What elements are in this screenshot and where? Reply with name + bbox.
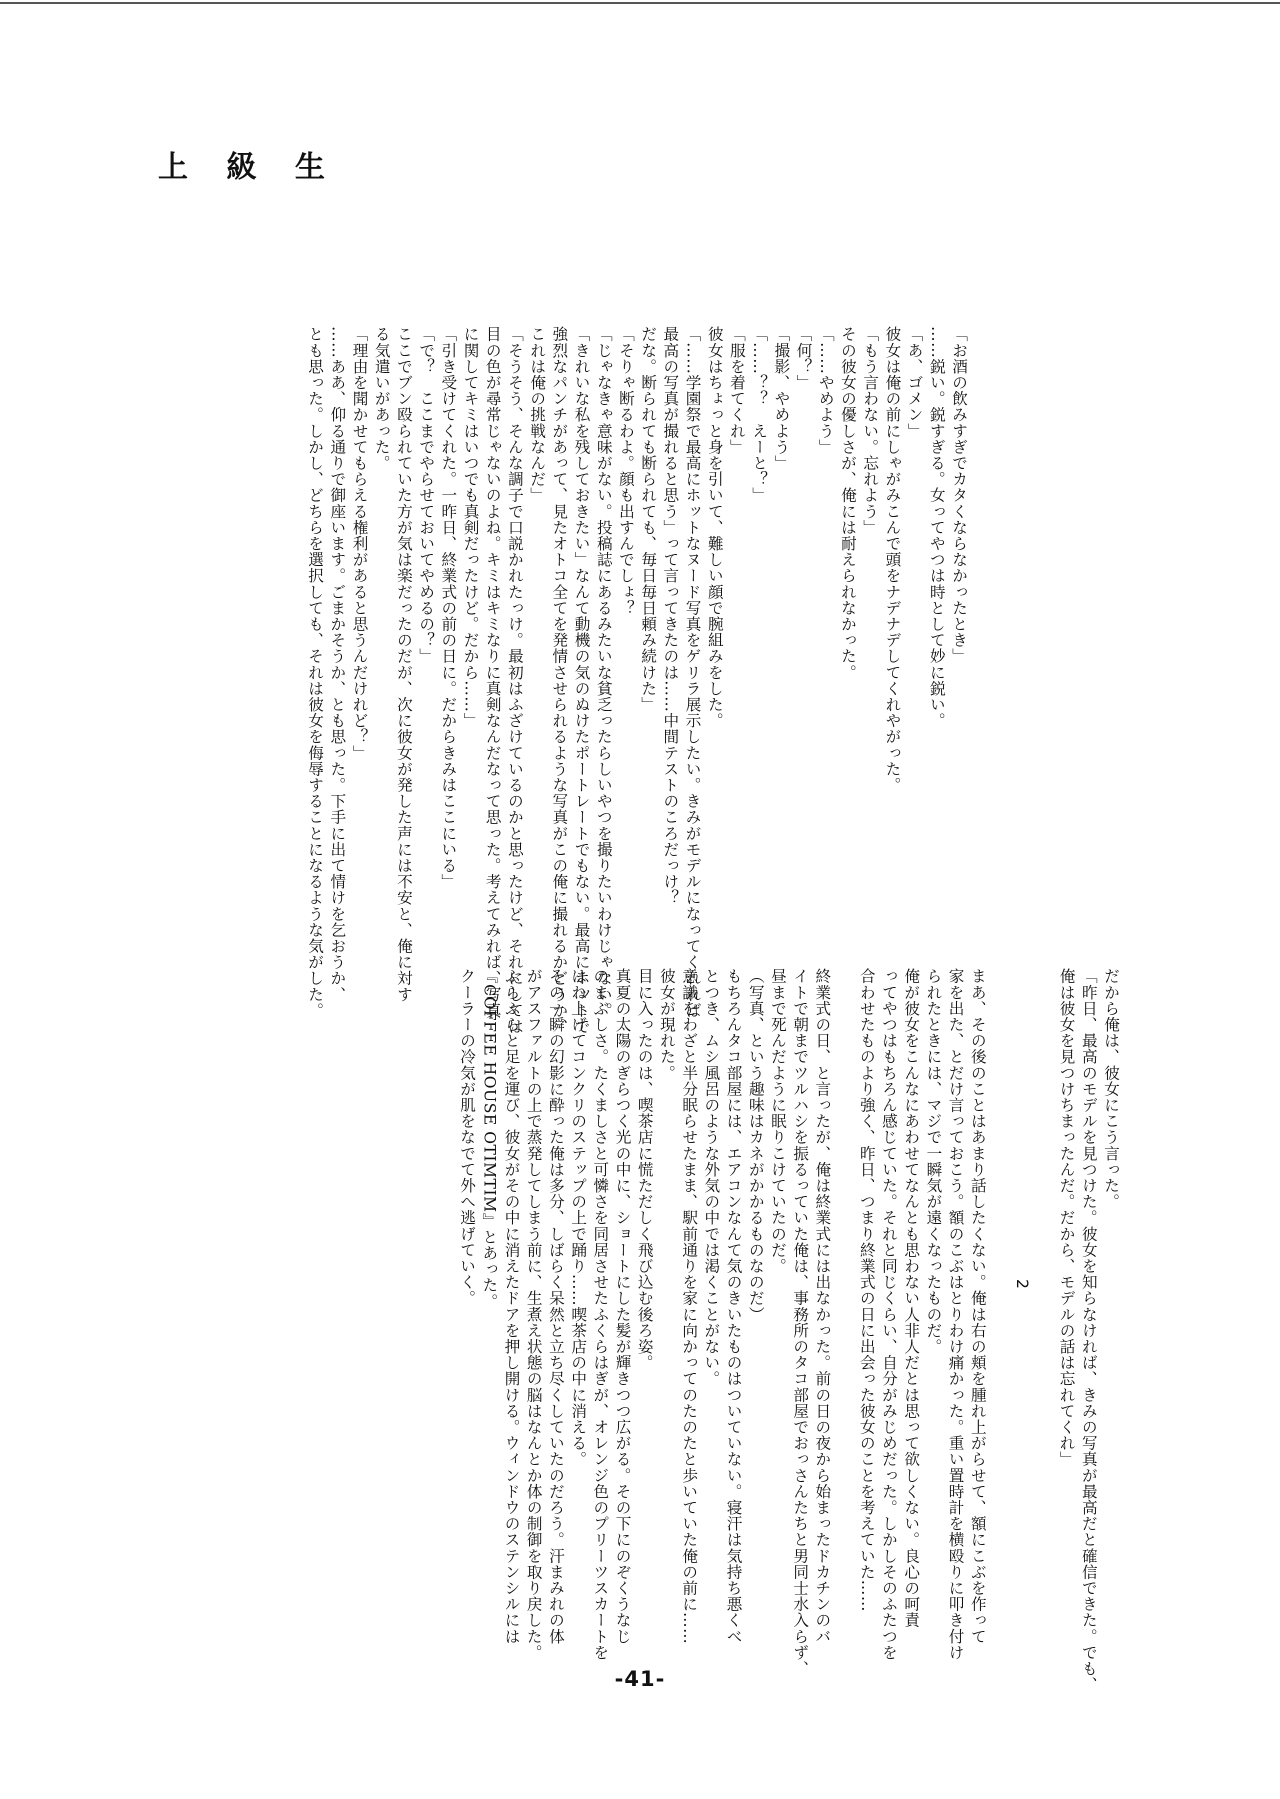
text-line: る気遣いがあった。 bbox=[372, 326, 391, 471]
text-line: 「撮影、やめよう」 bbox=[772, 326, 791, 471]
text-line: クーラーの冷気が肌をなでて外へ逃げていく。 bbox=[458, 968, 477, 1307]
text-line: 意識をわざと半分眠らせたまま、駅前通りを家に向かってのたのたと歩いていた俺の前に…… bbox=[680, 968, 699, 1645]
text-line: ……鋭い。鋭すぎる。女ってやつは時として妙に鋭い。 bbox=[927, 326, 946, 729]
text-line: （写真、という趣味はカネがかかるものなのだ） bbox=[746, 968, 765, 1323]
text-line: 家を出た、とだけ言っておこう。額のこぶはとりわけ痛かった。重い置時計を横殴りに叩き付け bbox=[946, 968, 965, 1661]
text-line: られたときには、マジで一瞬気が遠くなったものだ。 bbox=[924, 968, 943, 1355]
text-line: 「何？」 bbox=[794, 326, 813, 391]
text-line: 「じゃなきゃ意味がない。投稿誌にあるみたいな貧乏ったらしいやつを撮りたいわけじゃない。 bbox=[594, 326, 613, 1019]
blank-line bbox=[989, 968, 1011, 1600]
text-line: 「……？？ えーと？」 bbox=[750, 326, 769, 504]
top-rule bbox=[0, 2, 1280, 4]
text-line: 「……やめよう」 bbox=[816, 326, 835, 455]
text-line: その一瞬の幻影に酔った俺は多分、しばらく呆然と立ち尽くしていたのだろう。汗まみれの体 bbox=[546, 968, 565, 1645]
text-line: 目の色が尋常じゃないのよね。キミはキミなりに真剣なんだなって思った。考えてみれば、写真 bbox=[483, 326, 502, 1019]
text-line: 彼女はちょっと身を引いて、難しい顔で腕組みをした。 bbox=[705, 326, 724, 729]
text-line: まあ、その後のことはあまり話したくない。俺は右の頬を腫れ上がらせて、額にこぶを作って bbox=[968, 968, 987, 1645]
text-line: 「あ、ゴメン」 bbox=[905, 326, 924, 439]
text-line: 「……学園祭で最高にホットなヌード写真をゲリラ展示したい。きみがモデルになってくれれば bbox=[683, 326, 702, 1019]
text-line: 俺が彼女をこんなにあわせてなんとも思わない人非人だとは思って欲しくない。良心の呵責 bbox=[902, 968, 921, 1629]
blank-line bbox=[1033, 968, 1055, 1600]
text-line: 目に入ったのは、喫茶店に慌ただしく飛び込む後ろ姿。 bbox=[635, 968, 654, 1371]
text-line: 「理由を聞かせてもらえる権利があると思うんだけれど？」 bbox=[350, 326, 369, 761]
text-line: 合わせたものより強く、昨日、つまり終業式の日に出会った彼女のことを考えていた…… bbox=[857, 968, 876, 1612]
text-line: はね上げてコンクリのステップの上で踊り……喫茶店の中に消える。 bbox=[569, 968, 588, 1468]
text-line: ふらふらと足を運び、彼女がその中に消えたドアを押し開ける。ウィンドウのステンシルには bbox=[502, 968, 521, 1645]
text-line: とも思った。しかし、どちらを選択しても、それは彼女を侮辱することになるような気がした。 bbox=[306, 326, 325, 1019]
text-line: 俺は彼女を見つけちまったんだ。だから、モデルの話は忘れてくれ」 bbox=[1057, 968, 1076, 1468]
text-line: 「で？ ここまでやらせておいてやめるの？」 bbox=[417, 326, 436, 665]
text-line: 彼女が現れた。 bbox=[657, 968, 676, 1081]
text-line: 彼女は俺の前にしゃがみこんで頭をナデナデしてくれやがった。 bbox=[883, 326, 902, 793]
text-line: 「昨日、最高のモデルを見つけた。彼女を知らなければ、きみの写真が最高だと確信できた。でも、 bbox=[1079, 968, 1098, 1693]
text-line: ってやつはもちろん感じていた。それと同じくらい、自分がみじめだった。しかしそのふたつを bbox=[879, 968, 898, 1661]
text-line: もちろんタコ部屋には、エアコンなんて気のきいたものはついていない。寝汗は気持ち悪くべ bbox=[724, 968, 743, 1645]
section-number: 2 bbox=[1013, 1278, 1032, 1290]
text-line: 「そうそう、そんな調子で口説かれたっけ。最初はふざけているのかと思ったけど、それにしては bbox=[505, 326, 524, 1035]
blank-line bbox=[833, 968, 855, 1600]
text-line: イトで朝までツルハシを振るっていた俺は、事務所のタコ部屋でおっさんたちと男同士水入らず、 bbox=[791, 968, 810, 1677]
text-line: これは俺の挑戦なんだ」 bbox=[528, 326, 547, 504]
text-line: のまぶしさ。たくましさと可憐さを同居させたふくらはぎが、オレンジ色のプリーツスカートを bbox=[591, 968, 610, 1661]
text-line: ……ああ、仰る通りで御座います。ごまかそうか、とも思った。下手に出て情けを乞おうか、 bbox=[328, 326, 347, 1003]
chapter-title: 上 級 生 bbox=[158, 150, 339, 185]
text-line: だな。断られても断られても、毎日毎日頼み続けた」 bbox=[639, 326, 658, 713]
text-line: 最高の写真が撮れると思う」って言ってきたのは……中間テストのころだっけ？ bbox=[661, 326, 680, 906]
text-line: だから俺は、彼女にこう言った。 bbox=[1102, 968, 1120, 1210]
text-line: 「お酒の飲みすぎでカタくならなかったとき」 bbox=[950, 326, 968, 665]
text-line: 「きれいな私を残しておきたい」なんて動機の気のぬけたポートレートでもない。最高にホットで bbox=[572, 326, 591, 1035]
text-line: 「そりゃ断るわよ。顔も出すんでしょ？ bbox=[616, 326, 635, 616]
text-line: 昼まで死んだように眠りこけていたのだ。 bbox=[768, 968, 787, 1274]
text-line: とつき、ムシ風呂のような外気の中では渇くことがない。 bbox=[702, 968, 721, 1387]
text-line: 『COFFEE HOUSE OTIMTIM』とあった。 bbox=[480, 968, 499, 1310]
text-line: 「服を着てくれ」 bbox=[727, 326, 746, 455]
text-line: に関してキミはいつでも真剣だったけど。だから……」 bbox=[461, 326, 480, 729]
text-line: その彼女の優しさが、俺には耐えられなかった。 bbox=[838, 326, 857, 681]
text-line: 終業式の日、と言ったが、俺は終業式には出なかった。前の日の夜から始まったドカチンのバ bbox=[813, 968, 832, 1645]
text-line: 「引き受けてくれた。一昨日、終業式の前の日に。だからきみはここにいる」 bbox=[439, 326, 458, 890]
text-line: ここでブン殴られていた方が気は楽だったのだが、次に彼女が発した声には不安と、俺に対す bbox=[394, 326, 413, 1003]
text-line: 強烈なパンチがあって、見たオトコ全てを発情させられるような写真がこの俺に撮れるかどうか、 bbox=[550, 326, 569, 1035]
page-number: -41- bbox=[614, 1667, 666, 1691]
text-line: 「もう言わない。忘れよう」 bbox=[861, 326, 880, 536]
text-line: がアスファルトの上で蒸発してしまう前に、生煮え状態の脳はなんとか体の制御を取り戻した。 bbox=[524, 968, 543, 1661]
text-line: 真夏の太陽のぎらつく光の中に、ショートにした髪が輝きつつ広がる。その下にのぞくうなじ bbox=[613, 968, 632, 1645]
